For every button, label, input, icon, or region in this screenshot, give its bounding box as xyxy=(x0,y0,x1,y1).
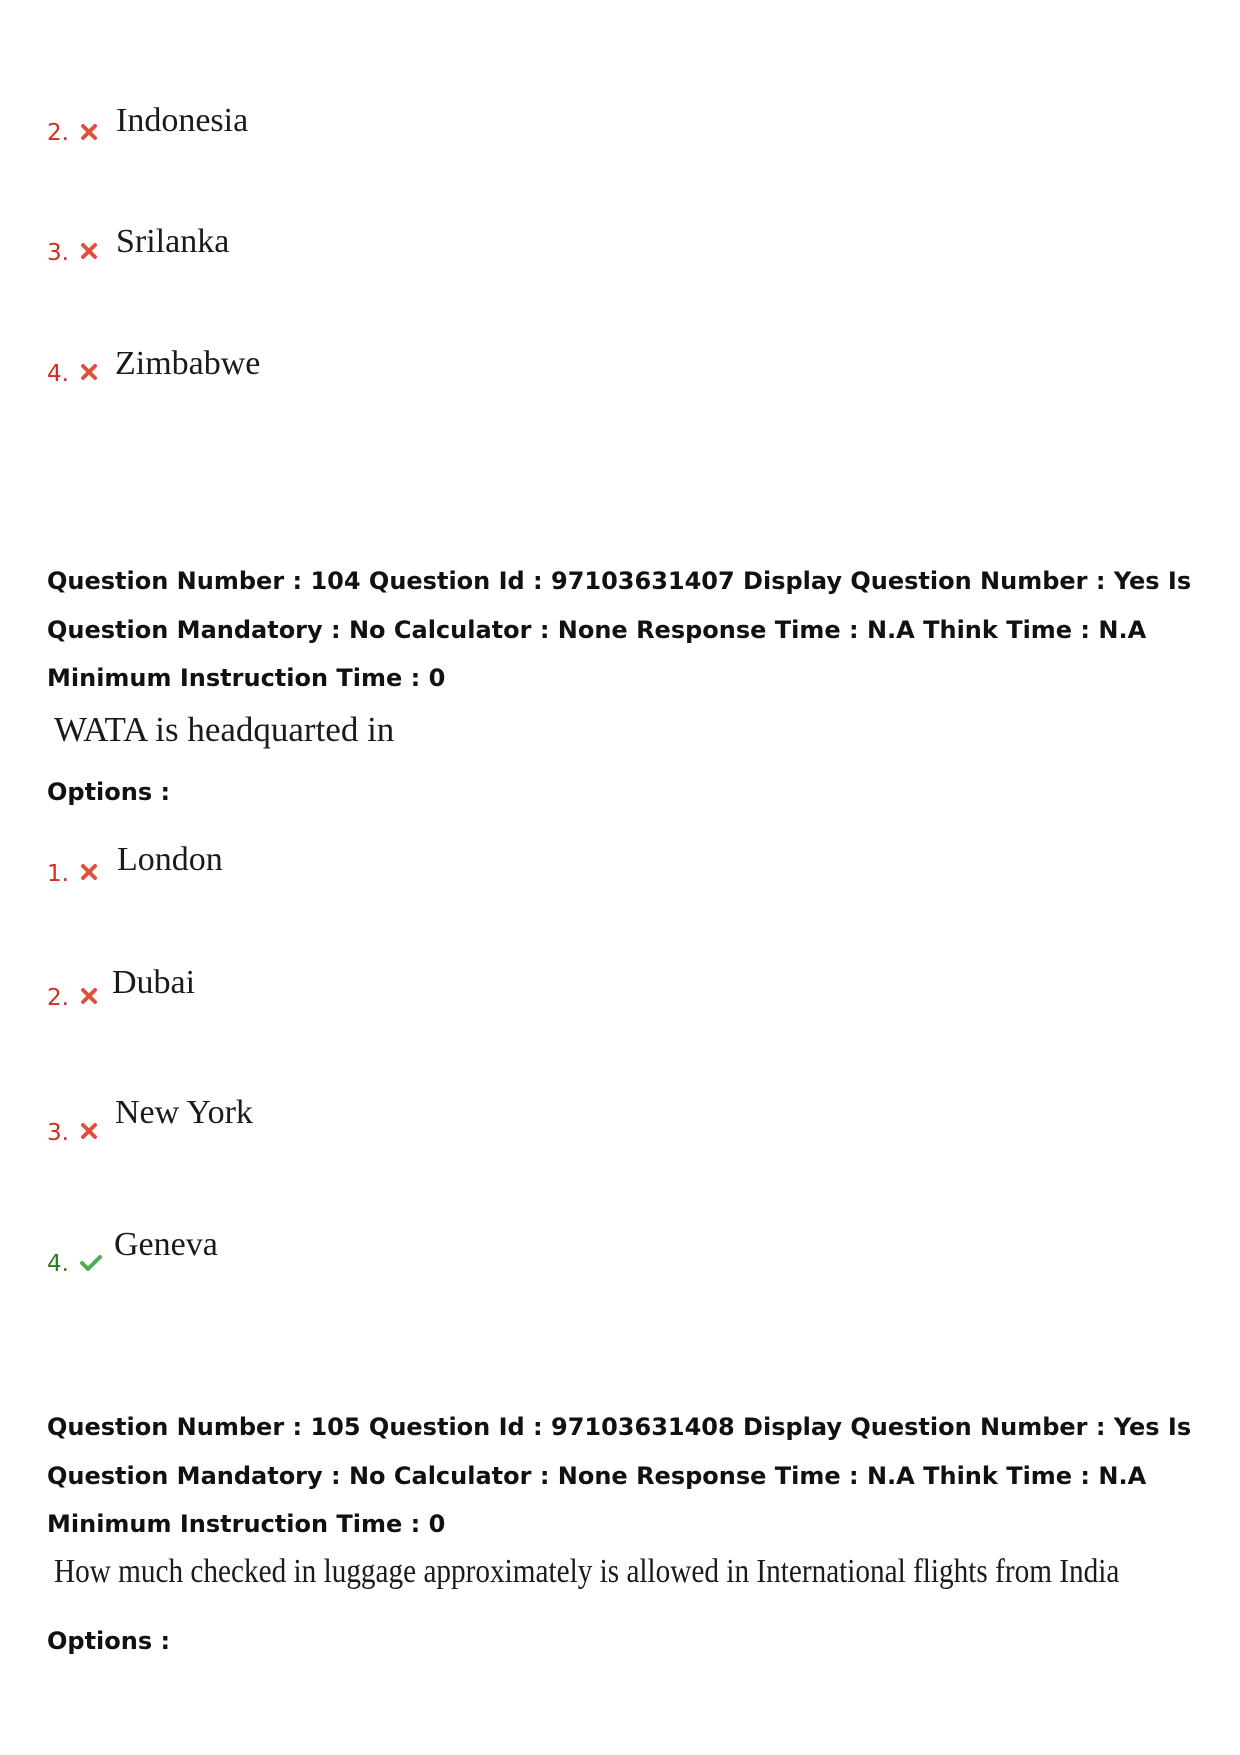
option-text: Srilanka xyxy=(116,223,230,260)
option-text: London xyxy=(117,841,223,878)
options-label: Options : xyxy=(47,778,171,806)
question-meta: Question Number : 105 Question Id : 97103631408 Display Question Number : Yes Is Question Mandatory : No Calculator : None Response Time : N.A Think Time : N.A Minimum Instruction Time : 0 xyxy=(47,1413,1192,1538)
question-text: WATA is headquarted in xyxy=(54,710,395,749)
option-number: 3. xyxy=(47,240,69,266)
cross-icon xyxy=(79,986,99,1006)
option-number: 4. xyxy=(47,1251,69,1277)
option-text: New York xyxy=(115,1094,253,1131)
option-number: 1. xyxy=(47,861,69,887)
check-icon xyxy=(79,1253,103,1273)
cross-icon xyxy=(79,241,99,261)
question-text: How much checked in luggage approximately is allowed in International flights from India xyxy=(54,1553,1120,1590)
option-text: Zimbabwe xyxy=(115,345,261,382)
cross-icon xyxy=(79,122,99,142)
cross-icon xyxy=(79,862,99,882)
cross-icon xyxy=(79,1121,99,1141)
option-number: 2. xyxy=(47,120,69,146)
cross-icon xyxy=(79,362,99,382)
options-label: Options : xyxy=(47,1627,171,1655)
option-text: Geneva xyxy=(114,1226,218,1263)
question-meta: Question Number : 104 Question Id : 97103631407 Display Question Number : Yes Is Question Mandatory : No Calculator : None Response Time : N.A Think Time : N.A Minimum Instruction Time : 0 xyxy=(47,567,1192,692)
option-text: Indonesia xyxy=(116,102,249,139)
option-number: 4. xyxy=(47,361,69,387)
option-number: 3. xyxy=(47,1120,69,1146)
option-number: 2. xyxy=(47,985,69,1011)
option-text: Dubai xyxy=(112,964,196,1001)
